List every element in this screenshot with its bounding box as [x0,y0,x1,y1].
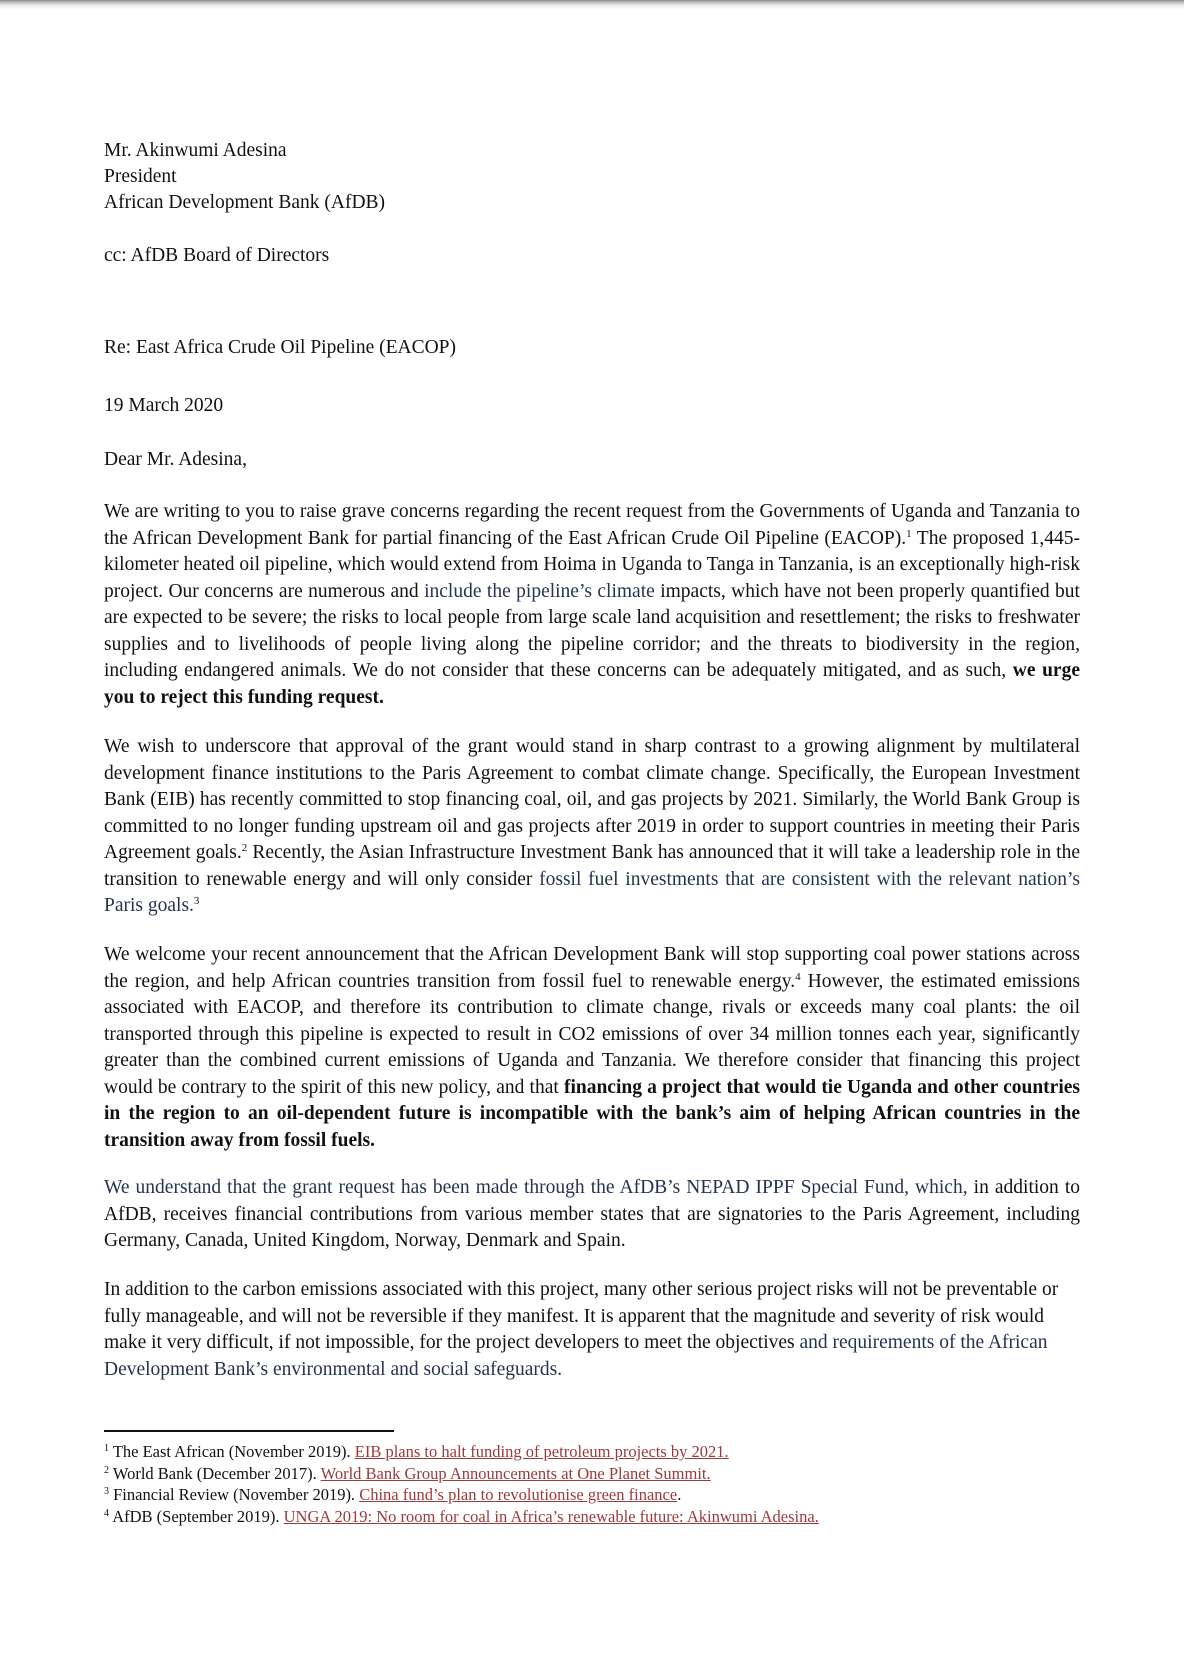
salutation: Dear Mr. Adesina, [104,449,247,470]
paragraph-1-emphasis: we urge you to reject this funding request. [104,660,1080,708]
recipient-organization: African Development Bank (AfDB) [104,192,386,213]
footnote-ref-2[interactable]: 2 [241,842,248,854]
paragraph-4 [104,1175,1080,1255]
footnote-ref-1[interactable]: 1 [906,527,912,540]
paragraph-3-emphasis: financing a project that would tie Uganda and other countries in the region to an oil-dependent future is incompatible with the bank’s aim of helping African countries in the transition away from fossil fuels. [104,1076,1080,1151]
footnote-ref-3[interactable]: 3 [193,895,200,907]
footnote-number: 2 [104,1464,109,1476]
footnote-1 [104,1441,1080,1463]
paragraph-4-text-b: in addition to AfDB, receives financial contributions from various member states that are signatories to the Paris Agreement, including Germany, Canada, United Kingdom, Norway, Denmark and Spain. [104,1177,1080,1251]
footnote-number: 1 [104,1443,109,1454]
paragraph-3-text-b: However, the estimated emissions associated with EACOP, and therefore its contribution to climate change, rivals or exceeds many coal plants: the oil transported through this pipeline is expected to result in CO2 emissions of over 34 million tonnes each year, significantly greater than the combined current emissions of Uganda and Tanzania. We therefore consider that financing this project would be contrary to the spirit of this new policy, and that [104,970,1080,1098]
paragraph-5 [104,1277,1080,1383]
footnote-source: World Bank (December 2017). [109,1463,321,1483]
paragraph-1 [104,499,1080,711]
paragraph-3 [104,942,1080,1154]
paragraph-1-text-b: The proposed 1,445-kilometer heated oil pipeline, which would extend from Hoima in Uganda to Tanga in Tanzania, is an exceptionally high-risk project. Our concerns are numerous and [104,527,1080,602]
footnote-link[interactable]: China fund’s plan to revolutionise green finance [359,1485,678,1504]
paragraph-5-text-b: and requirements of the African Development Bank’s environmental and social safeguards. [104,1332,1048,1380]
recipient-name: Mr. Akinwumi Adesina [104,140,287,161]
paragraph-4-text-a: We understand that the grant request has been made through the AfDB’s NEPAD IPPF Special Fund, which, [104,1177,968,1198]
paragraph-2-text-a: We wish to underscore that approval of the grant would stand in sharp contrast to a growing alignment by multilateral development finance institutions to the Paris Agreement to combat climate change. Specifically, the European Investment Bank (EIB) has recently committed to stop financing coal, oil, and gas projects by 2021. Similarly, the World Bank Group is committed to no longer funding upstream oil and gas projects after 2019 in order to support countries in meeting their Paris Agreement goals. [104,736,1080,863]
footnote-link[interactable]: World Bank Group Announcements at One Planet Summit. [320,1463,711,1483]
viewer-top-shadow [0,0,1184,10]
footnote-trailing: . [677,1485,682,1504]
footnote-separator [104,1430,394,1432]
paragraph-2 [104,734,1080,920]
footnotes [104,1441,1080,1527]
paragraph-5-text-a: In addition to the carbon emissions associated with this project, many other serious project risks will not be preventable or fully manageable, and will not be reversible if they manifest. It is apparent that the magnitude and severity of risk would make it very difficult, if not impossible, for the project developers to meet the objectives [104,1279,1059,1353]
paragraph-2-text-b: Recently, the Asian Infrastructure Investment Bank has announced that it will take a leadership role in the transition to renewable energy and will only consider [104,842,1081,890]
letter-date: 19 March 2020 [104,395,224,416]
footnote-4 [104,1506,1080,1528]
subject-line: Re: East Africa Crude Oil Pipeline (EACOP) [104,337,457,358]
footnote-link[interactable]: EIB plans to halt funding of petroleum projects by 2021. [354,1442,729,1461]
footnote-number: 3 [104,1486,109,1497]
recipient-title: President [104,166,177,187]
paragraph-3-text-a: We welcome your recent announcement that the African Development Bank will stop supporting coal power stations across the region, and help African countries transition from fossil fuel to renewable energy. [104,944,1080,992]
footnote-3 [104,1484,1080,1506]
paragraph-1-text-d: impacts, which have not been properly quantified but are expected to be severe; the risks to local people from large scale land acquisition and resettlement; the risks to freshwater supplies and to livelihoods of people living along the pipeline corridor; and the threats to biodiversity in the region, including endangered animals. We do not consider that these concerns can be adequately mitigated, and as such, [104,580,1080,681]
footnote-2 [104,1463,1080,1485]
footnote-link[interactable]: UNGA 2019: No room for coal in Africa’s renewable future: Akinwumi Adesina. [283,1506,819,1526]
paragraph-2-text-c: fossil fuel investments that are consistent with the relevant nation’s Paris goals. [104,868,1080,916]
footnote-source: AfDB (September 2019). [109,1506,284,1526]
paragraph-1-text-c: include the pipeline’s climate [424,580,655,602]
footnote-number: 4 [104,1507,109,1519]
footnote-ref-4[interactable]: 4 [795,970,801,983]
cc-line: cc: AfDB Board of Directors [104,245,330,266]
footnote-source: The East African (November 2019). [109,1442,355,1461]
paragraph-1-text-a: We are writing to you to raise grave concerns regarding the recent request from the Governments of Uganda and Tanzania to the African Development Bank for partial financing of the East African Crude Oil Pipeline (EACOP). [104,501,1080,549]
footnote-source: Financial Review (November 2019). [109,1485,360,1504]
